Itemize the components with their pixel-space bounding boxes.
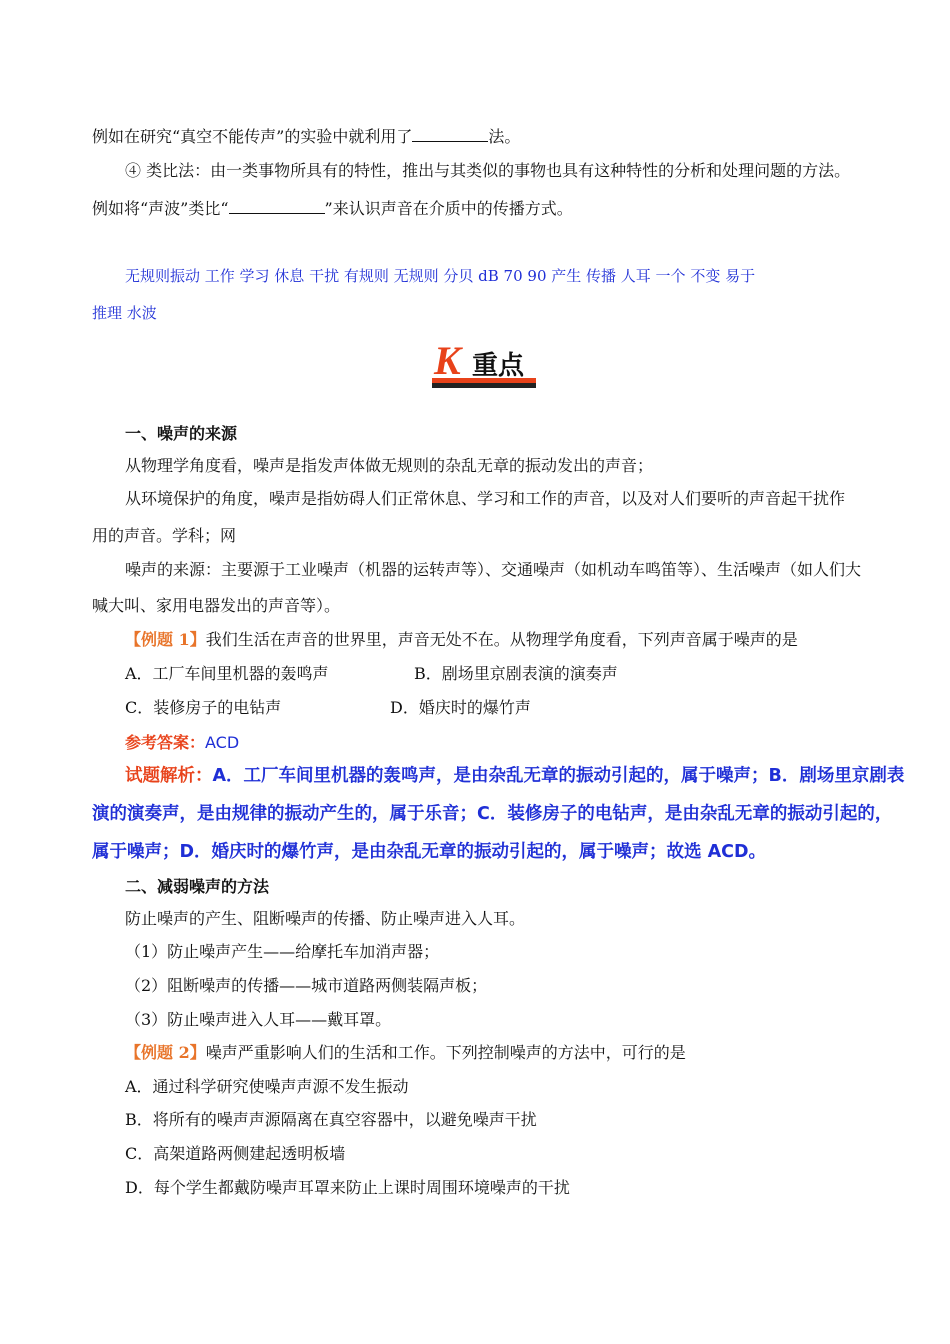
answer-key-line-1: 无规则振动 工作 学习 休息 干扰 有规则 无规则 分贝 dB 70 90 产生 传播 人耳 一个 不变 易于	[125, 267, 756, 285]
example-1-answer-value: ACD	[205, 733, 240, 752]
section-2-item-2: （2）阻断噪声的传播——城市道路两侧装隔声板；	[125, 976, 488, 995]
example-2-option-c: C．高架道路两侧建起透明板墙	[125, 1144, 346, 1163]
example-2-tag: 【例题 2】	[125, 1043, 206, 1062]
example-1-option-b: B．剧场里京剧表演的演奏声	[414, 664, 618, 683]
intro-line-2: ④ 类比法：由一类事物所具有的特性，推出与其类似的事物也具有这种特性的分析和处理问题的方法。	[125, 161, 851, 180]
section-1-paragraph-2a: 从环境保护的角度，噪声是指妨碍人们正常休息、学习和工作的声音，以及对人们要听的声音起干扰作	[125, 489, 846, 508]
example-1-analysis-text-1: A．工厂车间里机器的轰鸣声，是由杂乱无章的振动引起的，属于噪声；B．剧场里京剧表	[212, 766, 905, 786]
intro-line-3	[92, 197, 573, 220]
example-1-analysis-label: 试题解析：	[125, 766, 213, 786]
key-points-logo	[432, 340, 540, 392]
example-1-analysis-line-3: 属于噪声；D．婚庆时的爆竹声，是由杂乱无章的振动引起的，属于噪声；故选 ACD。	[92, 842, 767, 862]
example-1-answer-label: 参考答案：	[125, 733, 206, 752]
section-2-paragraph-1: 防止噪声的产生、阻断噪声的传播、防止噪声进入人耳。	[125, 909, 526, 928]
section-2-heading: 二、减弱噪声的方法	[125, 877, 270, 896]
example-2-question: 噪声严重影响人们的生活和工作。下列控制噪声的方法中，可行的是	[205, 1043, 686, 1062]
section-1-paragraph-3a: 噪声的来源：主要源于工业噪声（机器的运转声等）、交通噪声（如机动车鸣笛等）、生活噪声（如人们大	[125, 560, 862, 579]
example-1-question-line	[125, 629, 798, 651]
example-2-option-b: B．将所有的噪声声源隔离在真空容器中，以避免噪声干扰	[125, 1110, 537, 1129]
intro-line-3-suffix: ”来认识声音在介质中的传播方式。	[324, 199, 573, 218]
example-1-analysis-line-2: 演的演奏声，是由规律的振动产生的，属于乐音；C．装修房子的电钻声，是由杂乱无章的振动引起的，	[92, 804, 893, 824]
logo-text: 重点	[472, 351, 525, 381]
example-1-option-c: C．装修房子的电钻声	[125, 698, 282, 717]
intro-line-1-prefix: 例如在研究“真空不能传声”的实验中就利用了	[92, 127, 413, 146]
example-2-option-d: D．每个学生都戴防噪声耳罩来防止上课时周围环境噪声的干扰	[125, 1178, 570, 1197]
example-1-analysis-line-1	[125, 763, 904, 789]
section-2-item-3: （3）防止噪声进入人耳——戴耳罩。	[125, 1010, 392, 1029]
fill-blank-1[interactable]	[412, 125, 488, 142]
section-1-paragraph-1: 从物理学角度看，噪声是指发声体做无规则的杂乱无章的振动发出的声音；	[125, 456, 654, 475]
key-points-logo-graphic	[432, 340, 540, 392]
section-2-item-1: （1）防止噪声产生——给摩托车加消声器；	[125, 942, 440, 961]
answer-key-line-2: 推理 水波	[92, 304, 157, 322]
example-1-question: 我们生活在声音的世界里，声音无处不在。从物理学角度看，下列声音属于噪声的是	[205, 630, 798, 649]
example-2-option-a: A．通过科学研究使噪声声源不发生振动	[125, 1077, 409, 1096]
intro-line-1	[92, 125, 520, 148]
intro-line-3-prefix: 例如将“声波”类比“	[92, 199, 229, 218]
example-1-tag: 【例题 1】	[125, 630, 206, 649]
example-1-option-d: D．婚庆时的爆竹声	[390, 698, 531, 717]
example-1-answer	[125, 732, 239, 754]
example-2-question-line	[125, 1042, 686, 1064]
section-1-heading: 一、噪声的来源	[125, 424, 238, 443]
fill-blank-2[interactable]	[229, 197, 325, 214]
example-1-option-a: A．工厂车间里机器的轰鸣声	[125, 664, 329, 683]
intro-line-1-suffix: 法。	[488, 127, 521, 146]
section-1-paragraph-2b: 用的声音。学科；网	[92, 526, 237, 545]
logo-letter: K	[434, 340, 461, 383]
section-1-paragraph-3b: 喊大叫、家用电器发出的声音等）。	[92, 596, 341, 615]
